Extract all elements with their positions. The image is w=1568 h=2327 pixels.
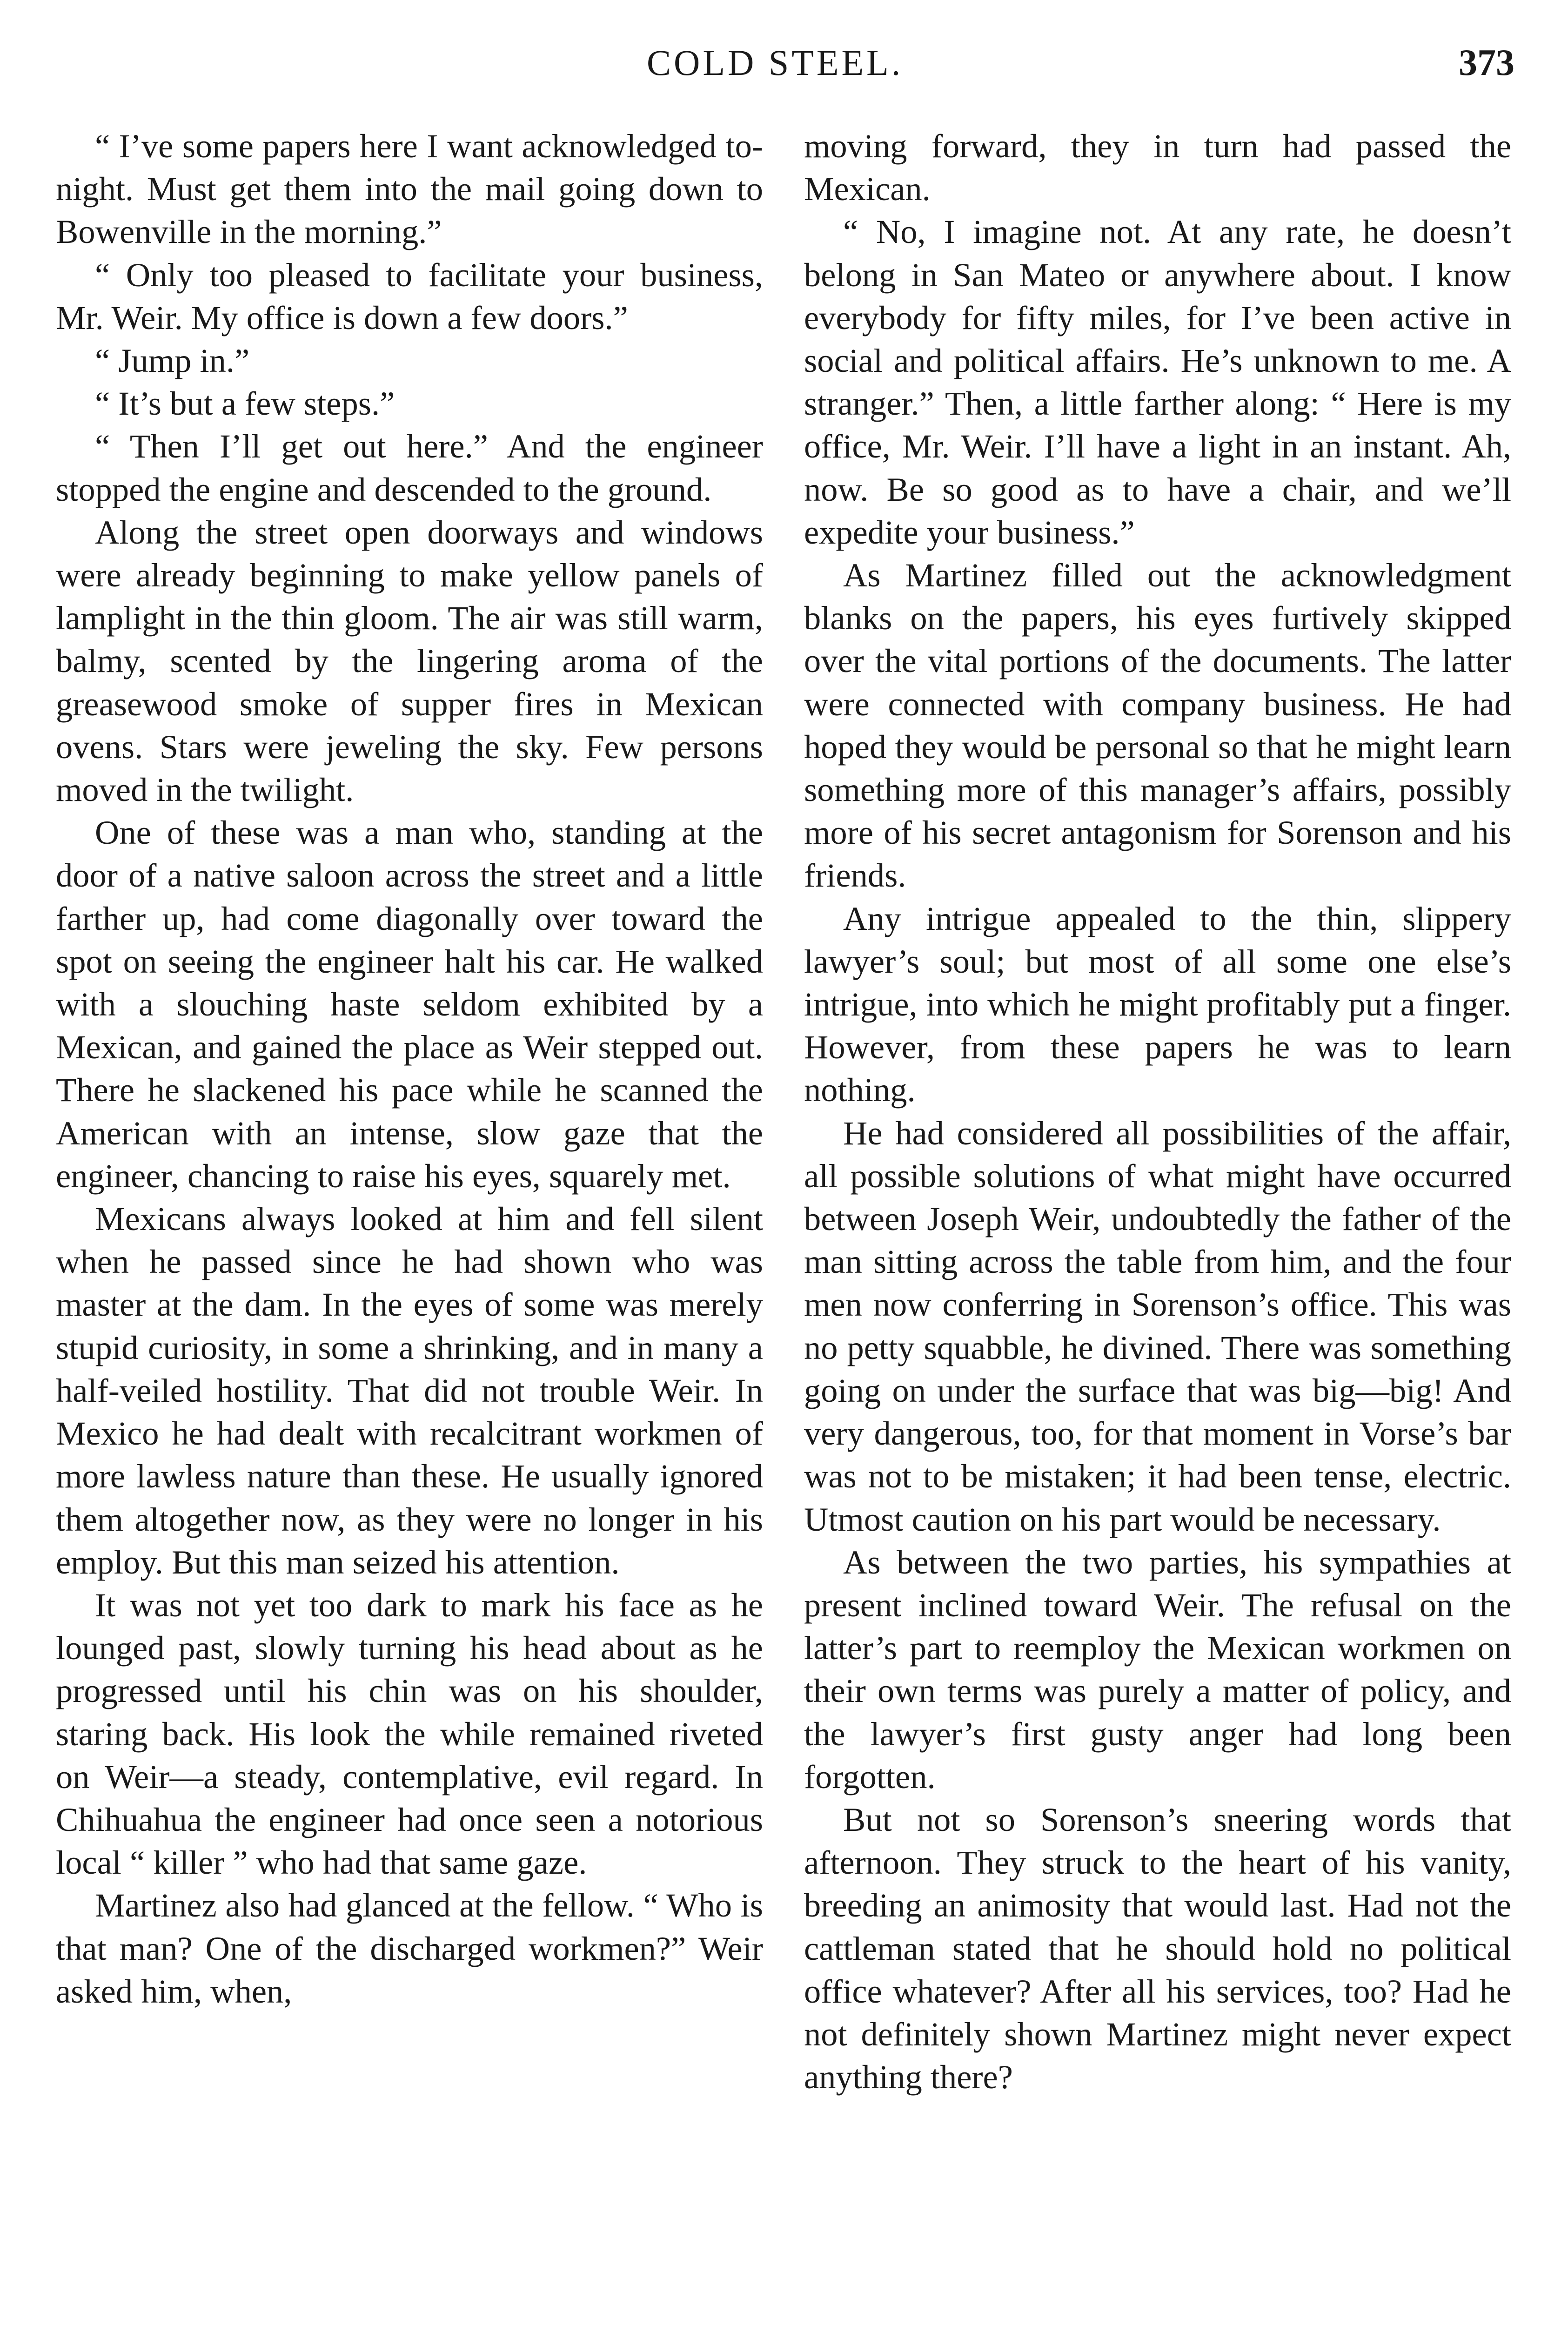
running-title: COLD STEEL. — [647, 42, 904, 83]
paragraph: As between the two parties, his sympathies at present inclined toward Weir. The refusal on the latter’s part to reemploy the Mexican workmen on their own terms was purely a matter of policy, and the lawyer’s first gusty anger had long been forgotten. — [804, 1543, 1511, 1796]
paragraph: Martinez also had glanced at the fellow. “ Who is that man? One of the discharged workmen?” Weir asked him, when, — [56, 1886, 763, 2010]
paragraph: Mexicans always looked at him and fell silent when he passed since he had shown who was master at the dam. In the eyes of some was merely stupid curiosity, in some a shrinking, and in many a half-veiled hostility. That did not trouble Weir. In Mexico he had dealt with recalcitrant workmen of more lawless nature than these. He usually ignored them altogether now, as they were no longer in his employ. But this man seized his attention. — [56, 1200, 763, 1581]
paragraph: “ It’s but a few steps.” — [95, 384, 395, 423]
paragraph-continuation: moving forward, they in turn had passed the Mexican. — [804, 127, 1511, 208]
paragraph: “ Jump in.” — [95, 342, 250, 380]
paragraph: “ No, I imagine not. At any rate, he doesn’t belong in San Mateo or anywhere about. I know everybody for fifty miles, for I’ve been active in social and political affairs. He’s unknown to me. A stranger.” Then, a little farther along: “ Here is my office, Mr. Weir. I’ll have a light in an instant. Ah, now. Be so good as to have a chair, and we’ll expedite your business.” — [804, 213, 1511, 551]
paragraph: As Martinez filled out the acknowledgment blanks on the papers, his eyes furtively skipped over the vital portions of the documents. The latter were connected with company business. He had hoped they would be personal so that he might learn something more of this manager’s affairs, possibly more of his secret antagonism for Sorenson and his friends. — [804, 556, 1511, 894]
paragraph: “ Then I’ll get out here.” And the engineer stopped the engine and descended to the ground. — [56, 427, 763, 508]
paragraph: Along the street open doorways and windows were already beginning to make yellow panels of lamplight in the thin gloom. The air was still warm, balmy, scented by the lingering aroma of the greasewood smoke of supper fires in Mexican ovens. Stars were jeweling the sky. Few persons moved in the twilight. — [56, 513, 763, 809]
paragraph: It was not yet too dark to mark his face as he lounged past, slowly turning his head about as he progressed until his chin was on his shoulder, staring back. His look the while remained riveted on Weir—a steady, contemplative, evil regard. In Chihuahua the engineer had once seen a notorious local “ killer ” who had that same gaze. — [56, 1586, 763, 1882]
paragraph: One of these was a man who, standing at the door of a native saloon across the street and a little farther up, had come diagonally over toward the spot on seeing the engineer halt his car. He walked with a slouching haste seldom exhibited by a Mexican, and gained the place as Weir stepped out. There he slackened his pace while he scanned the American with an intense, slow gaze that the engineer, chancing to raise his eyes, squarely met. — [56, 814, 763, 1195]
paragraph: Any intrigue appealed to the thin, slippery lawyer’s soul; but most of all some one else’s intrigue, into which he might profitably put a finger. However, from these papers he was to learn nothing. — [804, 899, 1511, 1109]
left-column — [56, 125, 763, 2013]
paragraph: But not so Sorenson’s sneering words that afternoon. They struck to the heart of his vanity, breeding an animosity that would last. Had not the cattleman stated that he should hold no political office whatever? After all his services, too? Had he not definitely shown Martinez might never expect anything there? — [804, 1800, 1511, 2096]
page-number: 373 — [1459, 42, 1514, 83]
paragraph: “ Only too pleased to facilitate your business, Mr. Weir. My office is down a few doors.” — [56, 256, 763, 336]
paragraph: “ I’ve some papers here I want acknowledged to-night. Must get them into the mail going down to Bowenville in the morning.” — [56, 127, 763, 251]
paragraph: He had considered all possibilities of the affair, all possible solutions of what might have occurred between Joseph Weir, undoubtedly the father of the man sitting across the table from him, and the four men now conferring in Sorenson’s office. This was no petty squabble, he divined. There was something going on under the surface that was big—big! And very dangerous, too, for that moment in Vorse’s bar was not to be mistaken; it had been tense, electric. Utmost caution on his part would be necessary. — [804, 1114, 1511, 1538]
right-column — [804, 125, 1511, 2098]
running-head — [0, 37, 1568, 93]
